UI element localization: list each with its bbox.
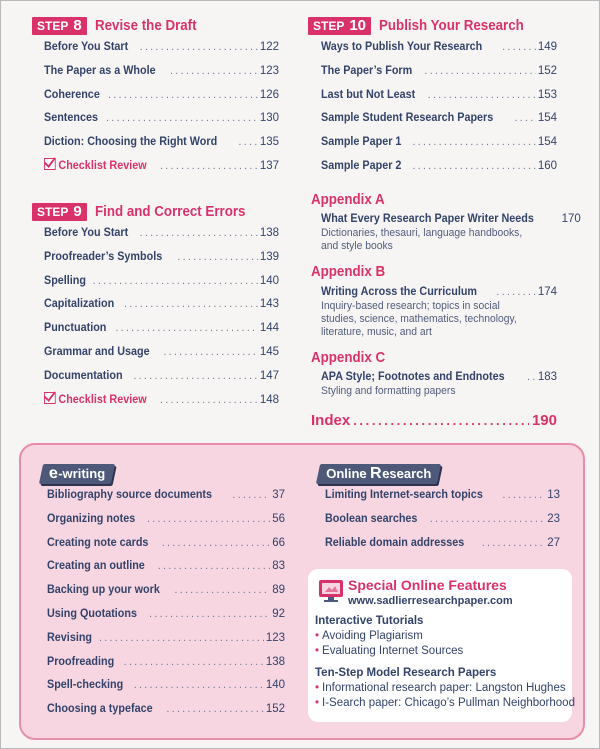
step8-entry-page: 122 (259, 41, 279, 53)
step9-entry-page: 140 (259, 274, 279, 287)
ewriting-entry[interactable] (47, 701, 285, 725)
ewriting-entry-label: Choosing a typeface (47, 701, 153, 716)
step8-entry-page: 137 (259, 159, 279, 172)
ewriting-entry[interactable] (47, 487, 285, 511)
appendix-b-block (321, 284, 557, 339)
step9-header (32, 202, 258, 222)
ewriting-entry-page: 123 (265, 631, 285, 644)
ewriting-entry-label: Proofreading (47, 653, 115, 668)
ewriting-entry-label: Organizing notes (47, 510, 136, 525)
step8-entry-page: 126 (259, 88, 279, 101)
step8-header (32, 16, 205, 36)
leader-dots (149, 608, 270, 620)
step10-entry-label: Sample Paper 1 (321, 134, 402, 149)
ewriting-entry[interactable] (47, 677, 285, 701)
leader-dots (133, 370, 257, 382)
leader-dots (99, 632, 264, 644)
checkbox-check-icon (44, 158, 56, 170)
online-entry-label: Limiting Internet-search topics (325, 487, 483, 501)
online-entry-page: 23 (547, 512, 560, 525)
leader-dots (160, 394, 258, 406)
appendix-c-entry[interactable]: APA Style; Footnotes and Endnotes ..... 183 (321, 369, 557, 385)
step10-entry[interactable] (321, 63, 557, 87)
ewriting-entry-label: Backing up your work (47, 582, 160, 597)
step10-entry-label: The Paper’s Form (321, 62, 413, 77)
leader-dots (177, 251, 257, 263)
appendix-c-title: Appendix C (311, 350, 386, 366)
leader-dots (140, 41, 258, 53)
leader-dots (166, 703, 263, 715)
tutorials-heading: Interactive Tutorials (315, 615, 424, 627)
leader-dots (424, 65, 535, 77)
special-url[interactable]: www.sadlierresearchpaper.com (348, 595, 513, 607)
step10-badge: STEP 10 (308, 17, 371, 35)
ewriting-list (47, 487, 285, 725)
step10-title: Publish Your Research (379, 18, 524, 34)
step10-entry[interactable] (321, 158, 557, 182)
step10-entry-page: 152 (537, 64, 557, 77)
step8-entry-label: Checklist Review (44, 158, 147, 172)
leader-dots (412, 136, 535, 148)
ewriting-entry-page: 56 (272, 512, 285, 525)
model-paper-item[interactable]: • I-Search paper: Chicago’s Pullman Neighborhood (315, 697, 575, 709)
step8-entry-label: Coherence (44, 86, 100, 101)
leader-dots (124, 298, 258, 310)
step9-entry-label: Punctuation (44, 320, 107, 335)
step9-entry-page: 148 (259, 393, 279, 406)
step9-entry-label: Documentation (44, 367, 123, 382)
leader-dots (124, 656, 264, 668)
leader-dots (482, 537, 545, 549)
tutorial-item[interactable]: • Avoiding Plagiarism (315, 630, 423, 642)
step10-entry-page: 154 (537, 112, 557, 125)
step10-list (321, 39, 557, 182)
step8-entry-label: The Paper as a Whole (44, 62, 156, 77)
leader-dots (134, 679, 264, 691)
leader-dots (140, 227, 258, 239)
model-paper-item[interactable]: • Informational research paper: Langston Hughes (315, 682, 566, 694)
step9-badge: STEP 9 (32, 203, 87, 221)
leader-dots (430, 513, 545, 525)
online-research-tag: Online Research (316, 464, 441, 484)
ewriting-entry[interactable] (47, 654, 285, 678)
step9-entry-label: Grammar and Usage (44, 343, 150, 358)
ewriting-entry-label: Using Quotations (47, 605, 137, 620)
leader-dots (147, 513, 270, 525)
step8-entry-label: Sentences (44, 110, 99, 125)
step10-entry-label: Sample Student Research Papers (321, 110, 494, 125)
step8-entry[interactable] (44, 39, 279, 63)
ewriting-entry-page: 92 (272, 607, 285, 620)
leader-dots (162, 537, 271, 549)
step9-list (44, 225, 279, 415)
online-entry-label: Boolean searches (325, 510, 418, 525)
leader-dots (428, 89, 536, 101)
step9-entry[interactable] (44, 225, 279, 249)
leader-dots (158, 560, 271, 572)
step9-title: Find and Correct Errors (94, 204, 246, 220)
leader-dots (115, 322, 257, 334)
leader-dots (174, 584, 270, 596)
ewriting-entry-page: 66 (272, 536, 285, 549)
online-list (325, 487, 560, 558)
online-entry-page: 27 (547, 536, 560, 549)
appendix-a-title: Appendix A (311, 192, 385, 208)
step10-entry-page: 160 (537, 159, 557, 172)
leader-dots (514, 112, 535, 124)
ewriting-entry[interactable] (47, 582, 285, 606)
step9-entry[interactable] (44, 368, 279, 392)
ewriting-entry[interactable] (47, 558, 285, 582)
step10-entry-page: 149 (537, 41, 557, 53)
appendix-b-desc: Inquiry-based research; topics in social studies, science, mathematics, technology, literature, music, and art (321, 300, 517, 338)
step10-entry-label: Ways to Publish Your Research (321, 39, 483, 53)
ewriting-entry[interactable] (47, 535, 285, 559)
step8-entry-label: Before You Start (44, 39, 129, 53)
model-papers-heading: Ten-Step Model Research Papers (315, 667, 497, 679)
step9-entry[interactable] (44, 249, 279, 273)
step8-entry-label: Diction: Choosing the Right Word (44, 134, 218, 149)
step9-entry[interactable] (44, 392, 279, 416)
appendix-b-title: Appendix B (311, 264, 386, 280)
online-entry[interactable] (325, 511, 560, 535)
step9-entry-page: 144 (259, 322, 279, 335)
step9-entry-page: 138 (259, 227, 279, 239)
leader-dots (502, 489, 545, 501)
tutorial-item[interactable]: • Evaluating Internet Sources (315, 645, 463, 657)
step9-entry[interactable] (44, 296, 279, 320)
ewriting-tag: e-writing (39, 464, 115, 484)
special-online-features (308, 569, 575, 722)
online-entry-page: 13 (547, 489, 560, 501)
step8-entry-page: 135 (259, 136, 279, 149)
ewriting-entry-label: Revising (47, 629, 93, 644)
ewriting-entry[interactable] (47, 511, 285, 535)
step10-entry[interactable] (321, 110, 557, 134)
step10-entry[interactable] (321, 39, 557, 63)
step8-entry-page: 130 (259, 112, 279, 125)
ewriting-entry-page: 138 (265, 655, 285, 668)
step8-entry-page: 123 (259, 64, 279, 77)
step9-entry-label: Proofreader’s Symbols (44, 248, 163, 263)
ewriting-entry-page: 37 (272, 489, 285, 501)
appendix-a-entry[interactable]: What Every Research Paper Writer Needs 170 (321, 211, 581, 225)
step9-entry-page: 143 (259, 298, 279, 311)
ewriting-entry-label: Bibliography source documents (47, 487, 213, 501)
ewriting-entry-page: 89 (272, 584, 285, 597)
step10-entry[interactable] (321, 87, 557, 111)
leader-dots (238, 136, 257, 148)
step9-entry-label: Checklist Review (44, 392, 147, 406)
appendix-a-block (321, 211, 581, 253)
step10-entry-page: 153 (537, 88, 557, 101)
checkbox-check-icon (44, 392, 56, 404)
ewriting-entry-page: 152 (265, 703, 285, 716)
ewriting-entry[interactable] (47, 606, 285, 630)
step8-title: Revise the Draft (94, 18, 197, 34)
ewriting-entry-label: Spell-checking (47, 677, 124, 692)
online-entry[interactable] (325, 535, 560, 559)
leader-dots (170, 65, 258, 77)
appendix-c-desc: Styling and formatting papers (321, 385, 456, 397)
leader-dots (108, 89, 258, 101)
monitor-icon (318, 579, 344, 603)
appendix-c-block (321, 369, 557, 398)
step9-entry[interactable] (44, 320, 279, 344)
ewriting-entry-page: 140 (265, 679, 285, 692)
step9-entry-label: Spelling (44, 272, 87, 287)
leader-dots (106, 112, 258, 124)
step9-entry-page: 139 (259, 250, 279, 263)
appendix-b-entry[interactable]: Writing Across the Curriculum ..... 174 (321, 284, 557, 300)
leader-dots (412, 160, 535, 172)
step9-entry-page: 147 (259, 369, 279, 382)
ewriting-entry-label: Creating an outline (47, 558, 145, 573)
special-title: Special Online Features (348, 577, 507, 593)
step8-entry[interactable] (44, 110, 279, 134)
appendix-a-desc: Dictionaries, thesauri, language handbooks, and style books (321, 227, 523, 252)
step9-entry[interactable] (44, 344, 279, 368)
leader-dots (93, 275, 258, 287)
step10-entry-page: 154 (537, 136, 557, 149)
step9-entry-label: Capitalization (44, 296, 115, 311)
index-entry[interactable]: Index ..... 190 (311, 412, 557, 429)
step10-header (308, 16, 536, 36)
ewriting-entry[interactable] (47, 630, 285, 654)
step9-entry-page: 145 (259, 345, 279, 358)
step10-entry[interactable] (321, 134, 557, 158)
step8-entry[interactable] (44, 63, 279, 87)
step10-entry-label: Last but Not Least (321, 86, 416, 101)
step9-entry-label: Before You Start (44, 225, 129, 239)
step8-entry[interactable] (44, 134, 279, 158)
step8-entry[interactable] (44, 158, 279, 182)
leader-dots (163, 346, 257, 358)
online-entry[interactable] (325, 487, 560, 511)
step8-badge: STEP 8 (32, 17, 87, 35)
ewriting-entry-label: Creating note cards (47, 534, 149, 549)
step8-list (44, 39, 279, 182)
leader-dots (160, 160, 258, 172)
step8-entry[interactable] (44, 87, 279, 111)
step10-entry-label: Sample Paper 2 (321, 157, 402, 172)
ewriting-entry-page: 83 (272, 560, 285, 573)
leader-dots (502, 41, 536, 53)
step9-entry[interactable] (44, 273, 279, 297)
leader-dots (232, 489, 270, 501)
online-entry-label: Reliable domain addresses (325, 534, 465, 549)
